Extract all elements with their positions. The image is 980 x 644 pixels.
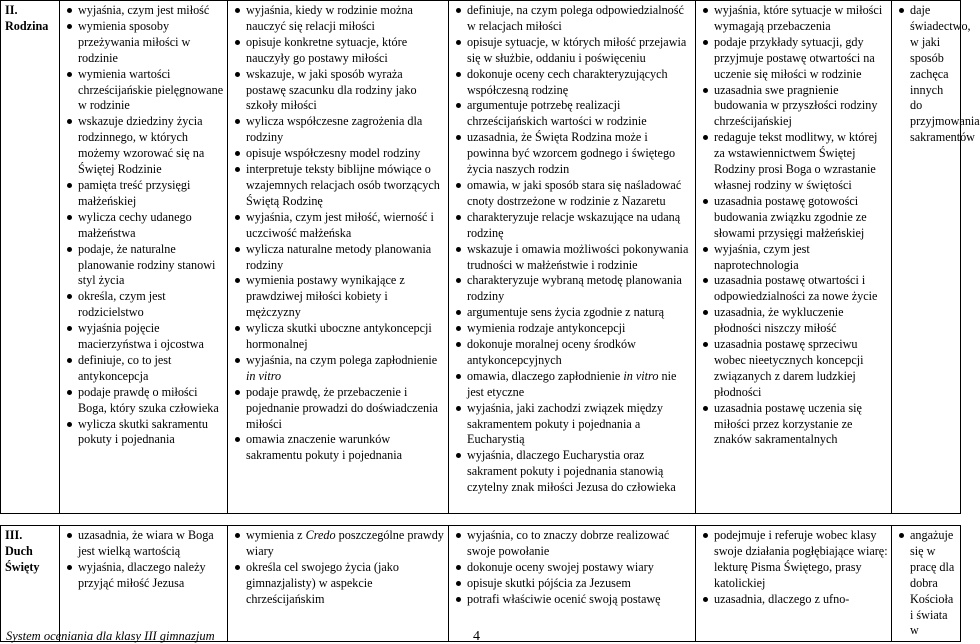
page-number: 4 xyxy=(473,629,480,644)
section-cell xyxy=(1,1,60,514)
requirement-item: daje świadectwo, w jaki sposób zachęca innych do przyjmowania sakramentów xyxy=(896,3,957,146)
requirement-item: wyjaśnia, które sytuacje w miłości wymagają przebaczenia xyxy=(700,3,888,35)
requirement-item: redaguje tekst modlitwy, w której za wstawiennictwem Świętej Rodziny prosi Boga o wzrastanie własnej rodziny w świętości xyxy=(700,130,888,194)
requirements-list xyxy=(64,528,224,592)
section-row-2 xyxy=(1,1,961,514)
requirement-item: potrafi właściwie ocenić swoją postawę xyxy=(453,592,692,608)
requirement-item: wymienia sposoby przeżywania miłości w rodzinie xyxy=(64,19,224,67)
requirements-cell xyxy=(228,1,449,514)
requirement-item: podejmuje i referuje wobec klasy swoje działania pogłębiające wiarę: lekturę Pisma Świętego, prasy katolickiej xyxy=(700,528,888,592)
requirement-item: opisuje współczesny model rodziny xyxy=(232,146,445,162)
section-name: Rodzina xyxy=(5,18,49,33)
requirements-cell xyxy=(696,526,892,642)
section-number: III. xyxy=(5,528,23,542)
requirement-item: wylicza skutki uboczne antykoncepcji hormonalnej xyxy=(232,321,445,353)
requirement-item: uzasadnia swe pragnienie budowania w przyszłości rodziny chrześcijańskiej xyxy=(700,83,888,131)
requirements-list xyxy=(700,3,888,448)
requirement-item: wskazuje i omawia możliwości pokonywania trudności w małżeństwie i rodzinie xyxy=(453,242,692,274)
requirement-item: wyjaśnia, na czym polega zapłodnienie in vitro xyxy=(232,353,445,385)
requirement-item: wyjaśnia, jaki zachodzi związek między sakramentem pokuty i pojednania a Eucharystią xyxy=(453,401,692,449)
requirements-list xyxy=(896,528,957,639)
requirements-cell xyxy=(892,526,961,642)
requirement-item: wskazuje dziedziny życia rodzinnego, w których możemy wzorować się na Świętej Rodzinie xyxy=(64,114,224,178)
requirement-item: wylicza naturalne metody planowania rodziny xyxy=(232,242,445,274)
requirements-cell xyxy=(228,526,449,642)
section-number: II. xyxy=(5,3,18,17)
requirement-item: wyjaśnia, co to znaczy dobrze realizować swoje powołanie xyxy=(453,528,692,560)
requirement-item: wyjaśnia, dlaczego należy przyjąć miłość Jezusa xyxy=(64,560,224,592)
requirement-item: wylicza cechy udanego małżeństwa xyxy=(64,210,224,242)
requirements-cell xyxy=(696,1,892,514)
requirement-item: uzasadnia, że wiara w Boga jest wielką wartością xyxy=(64,528,224,560)
requirement-item: opisuje konkretne sytuacje, które nauczyły go postawy miłości xyxy=(232,35,445,67)
requirement-item: angażuje się w pracę dla dobra Kościoła i świata w xyxy=(896,528,957,639)
document-footer: System oceniania dla klasy III gimnazjum xyxy=(6,629,215,643)
requirements-list xyxy=(453,3,692,496)
section-row-3 xyxy=(1,526,961,642)
requirement-item: interpretuje teksty biblijne mówiące o wzajemnych relacjach osób tworzących Świętą Rodzinę xyxy=(232,162,445,210)
requirements-list xyxy=(64,3,224,448)
requirement-item: wymienia rodzaje antykoncepcji xyxy=(453,321,692,337)
requirement-item: charakteryzuje wybraną metodę planowania rodziny xyxy=(453,273,692,305)
requirement-item: wyjaśnia, czym jest miłość xyxy=(64,3,224,19)
requirement-item: uzasadnia, że Święta Rodzina może i powinna być wzorcem godnego i świętego życia naszych rodzin xyxy=(453,130,692,178)
requirement-item: uzasadnia postawę sprzeciwu wobec nieetycznych koncepcji związanych z darem ludzkiej płodności xyxy=(700,337,888,401)
requirement-item: omawia znaczenie warunków sakramentu pokuty i pojednania xyxy=(232,432,445,464)
requirement-item: określa cel swojego życia (jako gimnazjalisty) w aspekcie chrześcijańskim xyxy=(232,560,445,608)
requirements-cell xyxy=(60,526,228,642)
section-cell xyxy=(1,526,60,642)
requirements-list xyxy=(896,3,980,146)
requirement-item: uzasadnia postawę gotowości budowania związku zgodnie ze słowami przysięgi małżeńskiej xyxy=(700,194,888,242)
requirements-list xyxy=(232,528,445,608)
requirement-item: definiuje, co to jest antykoncepcja xyxy=(64,353,224,385)
requirements-list xyxy=(453,528,692,608)
requirement-item: wyjaśnia, czym jest naprotechnologia xyxy=(700,242,888,274)
requirements-cell xyxy=(449,1,696,514)
requirement-item: wyjaśnia, dlaczego Eucharystia oraz sakrament pokuty i pojednania stanowią czytelny znak miłości Jezusa do człowieka xyxy=(453,448,692,496)
section-name: Duch Święty xyxy=(5,543,40,574)
requirement-item: wyjaśnia, kiedy w rodzinie można nauczyć się relacji miłości xyxy=(232,3,445,35)
requirement-item: wylicza skutki sakramentu pokuty i pojednania xyxy=(64,417,224,449)
requirement-item: omawia, w jaki sposób stara się naśladować cnoty dostrzeżone w rodzinie z Nazaretu xyxy=(453,178,692,210)
requirements-list xyxy=(232,3,445,464)
requirement-item: argumentuje sens życia zgodnie z naturą xyxy=(453,305,692,321)
requirement-item: wymienia postawy wynikające z prawdziwej miłości kobiety i mężczyzny xyxy=(232,273,445,321)
requirement-item: podaje prawdę o miłości Boga, który szuka człowieka xyxy=(64,385,224,417)
requirement-item: uzasadnia postawę otwartości i odpowiedzialności za nowe życie xyxy=(700,273,888,305)
requirement-item: podaje prawdę, że przebaczenie i pojednanie prowadzi do doświadczenia miłości xyxy=(232,385,445,433)
requirement-item: wyjaśnia pojęcie macierzyństwa i ojcostwa xyxy=(64,321,224,353)
requirement-item: podaje przykłady sytuacji, gdy przyjmuje postawę otwartości na uczenie się miłości w rodzinie xyxy=(700,35,888,83)
requirement-item: argumentuje potrzebę realizacji chrześcijańskich wartości w rodzinie xyxy=(453,98,692,130)
requirement-item: opisuje skutki pójścia za Jezusem xyxy=(453,576,692,592)
requirement-item: wyjaśnia, czym jest miłość, wierność i uczciwość małżeńska xyxy=(232,210,445,242)
requirement-item: uzasadnia, dlaczego z ufno- xyxy=(700,592,888,608)
requirements-cell xyxy=(449,526,696,642)
requirement-item: wylicza współczesne zagrożenia dla rodziny xyxy=(232,114,445,146)
requirements-cell xyxy=(60,1,228,514)
requirement-item: definiuje, na czym polega odpowiedzialność w relacjach miłości xyxy=(453,3,692,35)
requirement-item: uzasadnia, że wykluczenie płodności niszczy miłość xyxy=(700,305,888,337)
requirement-item: dokonuje oceny cech charakteryzujących współczesną rodzinę xyxy=(453,67,692,99)
requirement-item: wymienia z Credo poszczególne prawdy wiary xyxy=(232,528,445,560)
requirement-item: opisuje sytuacje, w których miłość przejawia się w służbie, oddaniu i poświęceniu xyxy=(453,35,692,67)
requirements-cell xyxy=(892,1,980,514)
requirement-item: pamięta treść przysięgi małżeńskiej xyxy=(64,178,224,210)
requirement-item: wskazuje, w jaki sposób wyraża postawę szacunku dla rodziny jako szkoły miłości xyxy=(232,67,445,115)
requirement-item: uzasadnia postawę uczenia się miłości przez korzystanie ze znaków sakramentalnych xyxy=(700,401,888,449)
requirements-list xyxy=(700,528,888,608)
requirement-item: podaje, że naturalne planowanie rodziny stanowi styl życia xyxy=(64,242,224,290)
table-gap xyxy=(1,514,961,526)
requirement-item: dokonuje moralnej oceny środków antykoncepcyjnych xyxy=(453,337,692,369)
requirement-item: wymienia wartości chrześcijańskie pielęgnowane w rodzinie xyxy=(64,67,224,115)
requirement-item: charakteryzuje relacje wskazujące na udaną rodzinę xyxy=(453,210,692,242)
requirement-item: określa, czym jest rodzicielstwo xyxy=(64,289,224,321)
requirement-item: dokonuje oceny swojej postawy wiary xyxy=(453,560,692,576)
requirement-item: omawia, dlaczego zapłodnienie in vitro nie jest etyczne xyxy=(453,369,692,401)
